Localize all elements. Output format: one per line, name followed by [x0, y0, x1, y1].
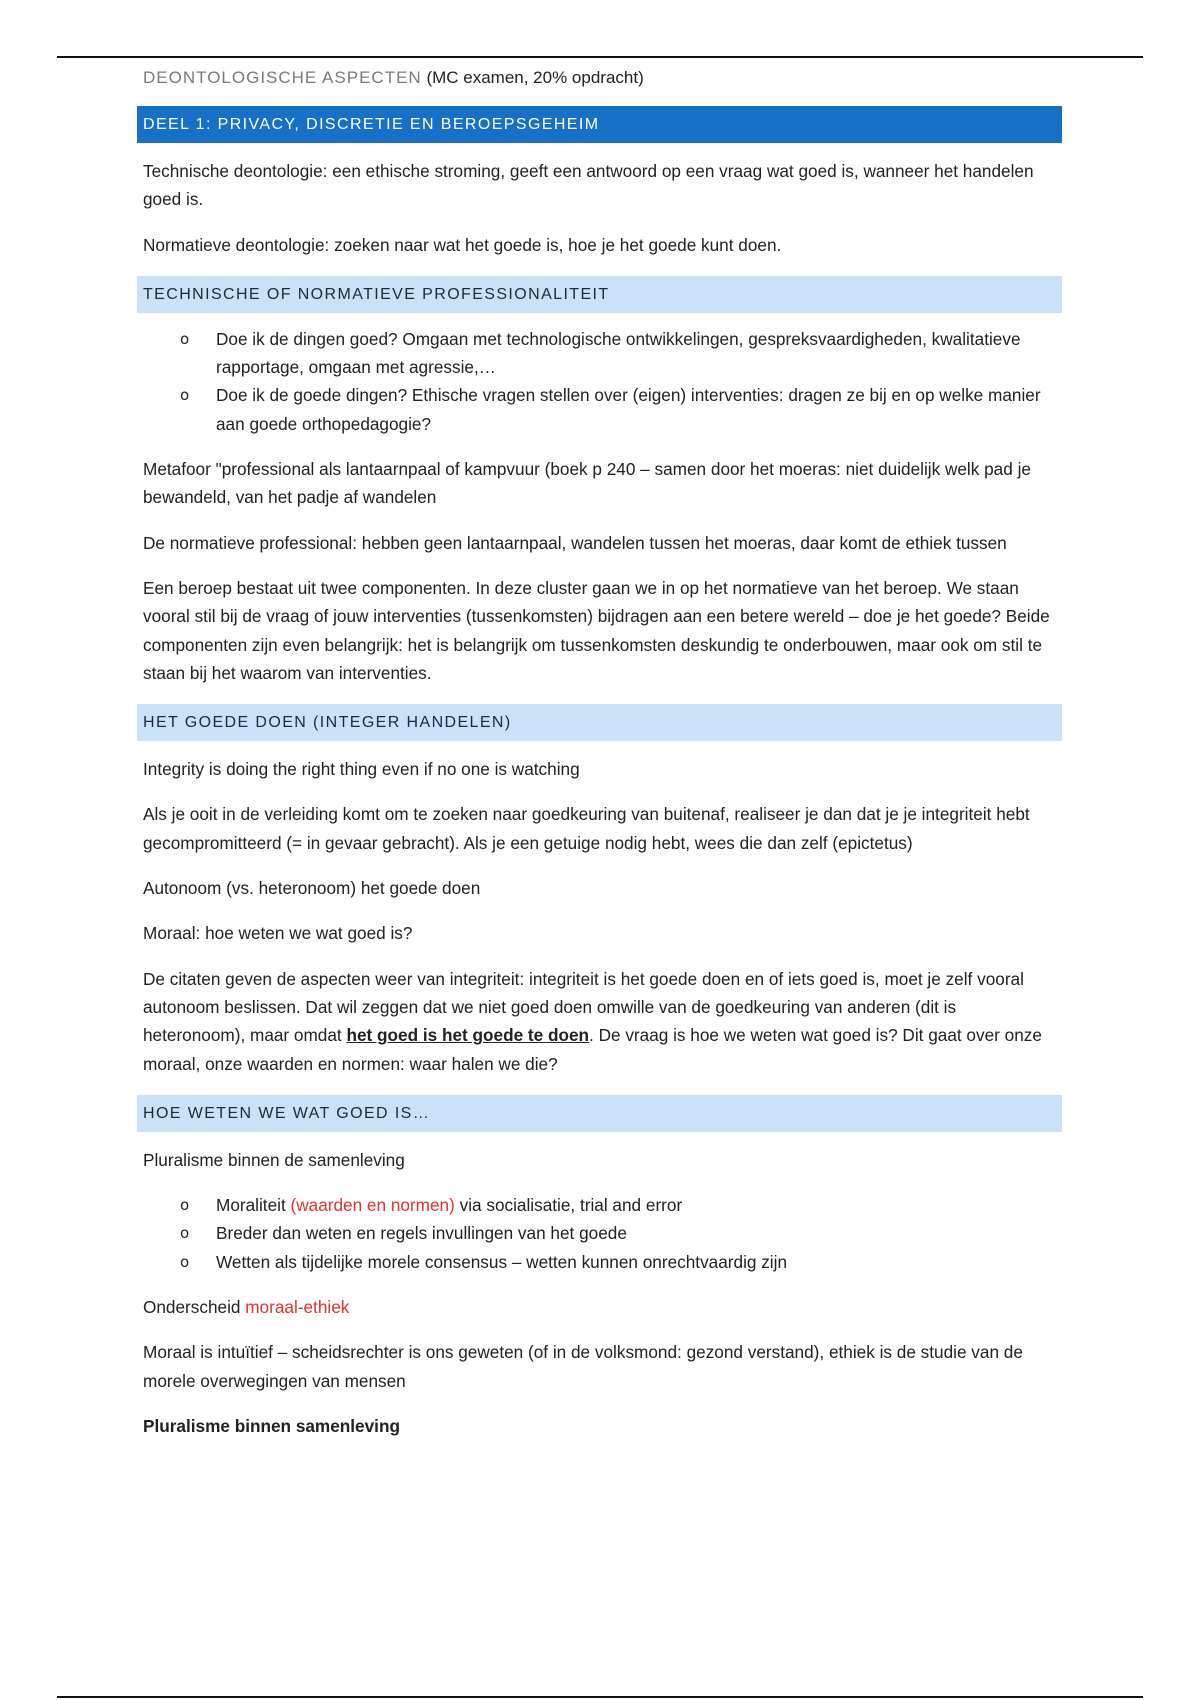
bullet-marker: o [180, 386, 190, 405]
list-item [180, 1219, 1062, 1247]
bold-heading-pluralisme: Pluralisme binnen samenleving [143, 1415, 400, 1436]
list-item-text: Moraliteit [216, 1195, 291, 1216]
list-item-text-end: via socialisatie, trial and error [454, 1195, 683, 1216]
bullet-marker: o [180, 329, 190, 348]
header-subtitle: (MC examen, 20% opdracht) [426, 68, 644, 87]
bullet-list-moraliteit [137, 1191, 1062, 1276]
paragraph-autonoom: Autonoom (vs. heteronoom) het goede doen [143, 878, 481, 899]
top-rule [57, 56, 1143, 58]
paragraph-citaten-text: De citaten geven de aspecten weer van integriteit: integriteit is het goede doen en of iets goed is, moet je zelf vooral autonoom beslissen. Dat wil zeggen dat we niet goed doen omwille van de goedkeuring van anderen (dit is heteronoom), maar omdat [143, 968, 1024, 1046]
list-item-text: Breder dan weten en regels invullingen van het goede [216, 1223, 627, 1244]
header-caps: DEONTOLOGISCHE ASPECTEN [143, 68, 422, 87]
paragraph-epictetus: Als je ooit in de verleiding komt om te zoeken naar goedkeuring van buitenaf, realiseer je dan dat je je integriteit hebt gecompromitteerd (= in gevaar gebracht). Als je een getuige nodig hebt, wees die dan zelf (epictetus) [143, 804, 1030, 853]
bullet-marker: o [180, 1252, 190, 1271]
highlight-red: moraal-ethiek [245, 1297, 350, 1318]
document-page [137, 64, 1062, 1440]
list-item [180, 1248, 1062, 1276]
paragraph-citaten-text-end: . De vraag is hoe we weten wat goed is? Dit gaat over onze moraal, onze waarden en normen: waar halen we die? [143, 1025, 1042, 1074]
paragraph-beroep-componenten: Een beroep bestaat uit twee componenten. In deze cluster gaan we in op het normatieve van het beroep. We staan vooral stil bij de vraag of jouw interventies (tussenkomsten) bijdragen aan een betere wereld – doe je het goede? Beide componenten zijn even belangrijk: het is belangrijk om tussenkomsten deskundig te onderbouwen, maar ook om stil te staan bij het waarom van interventies. [143, 577, 1050, 683]
list-item-text: Wetten als tijdelijke morele consensus – wetten kunnen onrechtvaardig zijn [216, 1251, 788, 1272]
paragraph-integrity-quote: Integrity is doing the right thing even if no one is watching [143, 759, 580, 780]
bullet-marker: o [180, 1196, 190, 1215]
paragraph-moraal-vraag: Moraal: hoe weten we wat goed is? [143, 923, 413, 944]
paragraph-technische-deontologie: Technische deontologie: een ethische stroming, geeft een antwoord op een vraag wat goed is, wanneer het handelen goed is. [143, 161, 1034, 210]
list-item-text: Doe ik de goede dingen? Ethische vragen stellen over (eigen) interventies: dragen ze bij en op welke manier aan goede orthopedagogie? [216, 385, 1041, 434]
list-item-text: Doe ik de dingen goed? Omgaan met technologische ontwikkelingen, gespreksvaardigheden, kwalitatieve rapportage, omgaan met agressie,… [216, 328, 1021, 378]
paragraph-moraal-intuitief: Moraal is intuïtief – scheidsrechter is ons geweten (of in de volksmond: gezond verstand), ethiek is de studie van de morele overwegingen van mensen [143, 1342, 1023, 1391]
section-heading-professionaliteit: TECHNISCHE OF NORMATIEVE PROFESSIONALITEIT [137, 276, 1062, 313]
paragraph-onderscheid-text: Onderscheid [143, 1297, 246, 1318]
paragraph-onderscheid [143, 1293, 1062, 1321]
paragraph-normatieve-professional: De normatieve professional: hebben geen lantaarnpaal, wandelen tussen het moeras, daar komt de ethiek tussen [143, 532, 1007, 553]
paragraph-pluralisme: Pluralisme binnen de samenleving [143, 1149, 405, 1170]
bullet-list-professionaliteit [137, 325, 1062, 438]
list-item [180, 381, 1062, 438]
section-heading-privacy: DEEL 1: PRIVACY, DISCRETIE EN BEROEPSGEHEIM [137, 106, 1062, 143]
bullet-marker: o [180, 1224, 190, 1243]
paragraph-metafoor: Metafoor "professional als lantaarnpaal of kampvuur (boek p 240 – samen door het moeras: niet duidelijk welk pad je bewandeld, van het padje af wandelen [143, 459, 1031, 508]
list-item [180, 1191, 1062, 1219]
paragraph-normatieve-deontologie: Normatieve deontologie: zoeken naar wat het goede is, hoe je het goede kunt doen. [143, 234, 782, 255]
bottom-rule [57, 1696, 1143, 1698]
section-heading-hoe-weten-we: HOE WETEN WE WAT GOED IS… [137, 1095, 1062, 1132]
document-header [143, 68, 1062, 88]
section-heading-het-goede-doen: HET GOEDE DOEN (INTEGER HANDELEN) [137, 704, 1062, 741]
highlight-red: (waarden en normen) [290, 1195, 455, 1216]
list-item [180, 325, 1062, 382]
paragraph-citaten [143, 965, 1062, 1078]
emphasis-underlined: het goed is het goede te doen [346, 1025, 590, 1046]
